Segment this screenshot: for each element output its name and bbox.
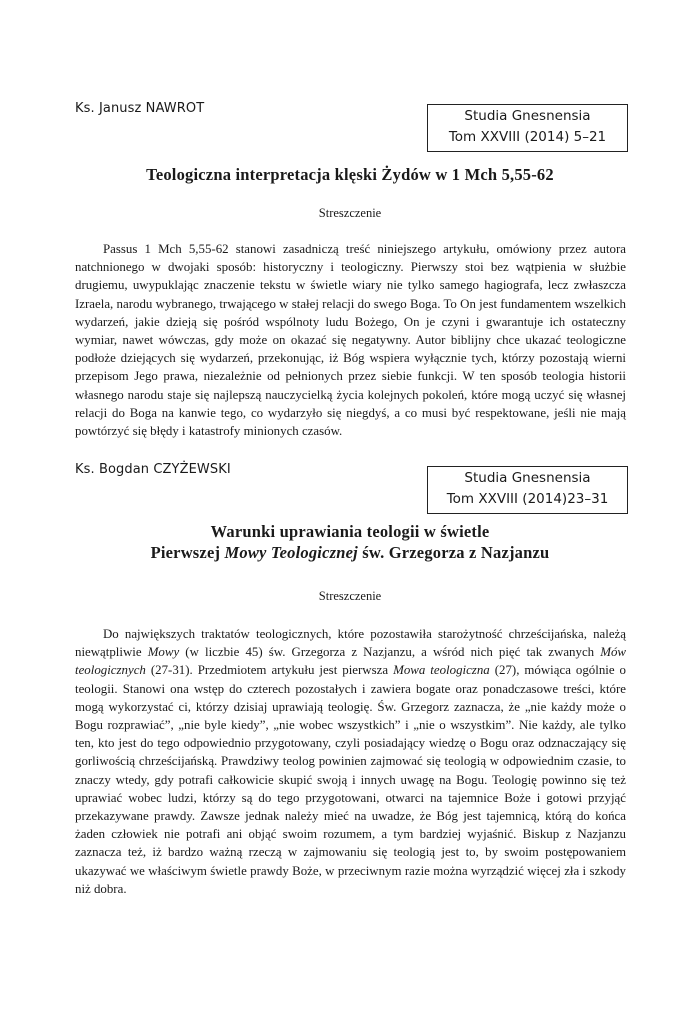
- abstract2-text-3: (27-31). Przedmiotem artykułu jest pierwsza: [145, 663, 394, 678]
- article1-summary-heading: Streszczenie: [318, 206, 382, 220]
- abstract2-italic-2: Mów teologicznych: [75, 645, 626, 678]
- article1-journal-name: Studia Gnesnensia: [464, 108, 591, 124]
- article2-summary-heading: Streszczenie: [318, 589, 382, 603]
- article2-title-line2-post: św. Grzegorza z Nazjanzu: [357, 543, 550, 562]
- article1-author: Ks. Janusz NAWROT: [75, 101, 205, 116]
- abstract2-italic-1: Mowy: [147, 645, 180, 660]
- article2-title-line2-pre: Pierwszej: [150, 543, 225, 562]
- article1-journal-volume: Tom XXVIII (2014) 5–21: [448, 129, 607, 145]
- abstract2-text-4: (27), mówiąca ogólnie o teologii. Stanowi ona wstęp do czterech pozostałych i zawiera bogate oraz ponadczasowe treści, które mogą wykorzystać ci, którzy dzisiaj uprawiają teologię. Św. Grzegorz zaznacza, że „nie każdy może o Bogu rozprawiać”, „nie byle kiedy”, „nie wobec wszystkich” i „nie o wszystkim”. Nie każdy, ale tylko ten, kto jest do tego odpowiednio przygotowany, czyli posiadający wiedzę o Bogu oraz odznaczający się gorliwością chrześcijańską. Prawdziwy teolog powinien zajmować się teologią w odpowiednim czasie, to znaczy wtedy, gdy potrafi całkowicie skupić swoją i innych uwagę na Bogu. Teologię powinno się też uprawiać wobec ludzi, którzy są do tego przygotowani, otwarci na tajemnice Boże i gotowi przyjąć przekazywane prawdy. Zawsze jednak należy mieć na uwadze, że Bóg jest tajemnicą, którą do końca żaden człowiek nie potrafi ani objąć swoim rozumem, a tym bardziej wyjaśnić. Biskup z Nazjanzu zaznacza też, iż bardzo ważną rzeczą w zajmowaniu się teologią jest to, by swoim postępowaniem ukazywać we właściwym świetle prawdy Boże, w przeciwnym razie można wyrządzić więcej zła i szkody niż dobra.: [75, 663, 627, 896]
- article2-title: [60, 521, 640, 563]
- article2-abstract: [75, 625, 626, 898]
- abstract2-italic-3: Mowa teologiczna: [393, 663, 490, 678]
- article2-journal-box: [427, 466, 628, 514]
- article1-journal-box: [427, 104, 628, 152]
- article2-title-italic: Mowy Teologicznej: [224, 543, 358, 562]
- article2-title-line2: [60, 542, 640, 563]
- article2-journal-volume: Tom XXVIII (2014)23–31: [446, 491, 609, 507]
- article1-title: Teologiczna interpretacja klęski Żydów w 1 Mch 5,55-62: [146, 165, 554, 184]
- abstract2-text-1: Do największych traktatów teologicznych, które pozostawiła starożytność chrześcijańska, należą niewątpliwie: [75, 627, 626, 660]
- article2-author: Ks. Bogdan CZYŻEWSKI: [75, 462, 231, 477]
- article2-journal-name: Studia Gnesnensia: [464, 470, 591, 486]
- article1-abstract: Passus 1 Mch 5,55-62 stanowi zasadniczą treść niniejszego artykułu, omówiony przez autora natchnionego w dwojaki sposób: historyczny i teologiczny. Pierwszy stoi bez wątpienia w służbie drugiemu, uwypuklając znaczenie tekstu w świetle wiary nie tylko samego hagiografa, lecz zwłaszcza Izraela, narodu wybranego, trwającego w stałej relacji do swego Boga. To On jest fundamentem wszelkich wydarzeń, jakie dzieją się pośród wspólnoty ludu Bożego, On je czyni i gwarantuje ich ostateczny wymiar, nawet wówczas, gdy może on okazać się negatywny. Autor biblijny chce ukazać teologiczne podłoże dziejących się wydarzeń, przekonując, iż Bóg wspiera wyłącznie tych, którzy pozostają wierni przepisom Jego prawa, niezależnie od pełnionych przez siebie funkcji. W ten sposób teologia historii własnego narodu staje się najlepszą nauczycielką życia kolejnych pokoleń, które mogą uczyć się własnej relacji do Boga na kanwie tego, co wydarzyło się niegdyś, a co musi być respektowane, jeśli nie mają powtórzyć się błędy i katastrofy minionych czasów.: [75, 242, 626, 439]
- article2-title-line1: Warunki uprawiania teologii w świetle: [210, 522, 490, 541]
- abstract2-text-2: (w liczbie 45) św. Grzegorza z Nazjanzu, a wśród nich pięć tak zwanych: [179, 645, 601, 660]
